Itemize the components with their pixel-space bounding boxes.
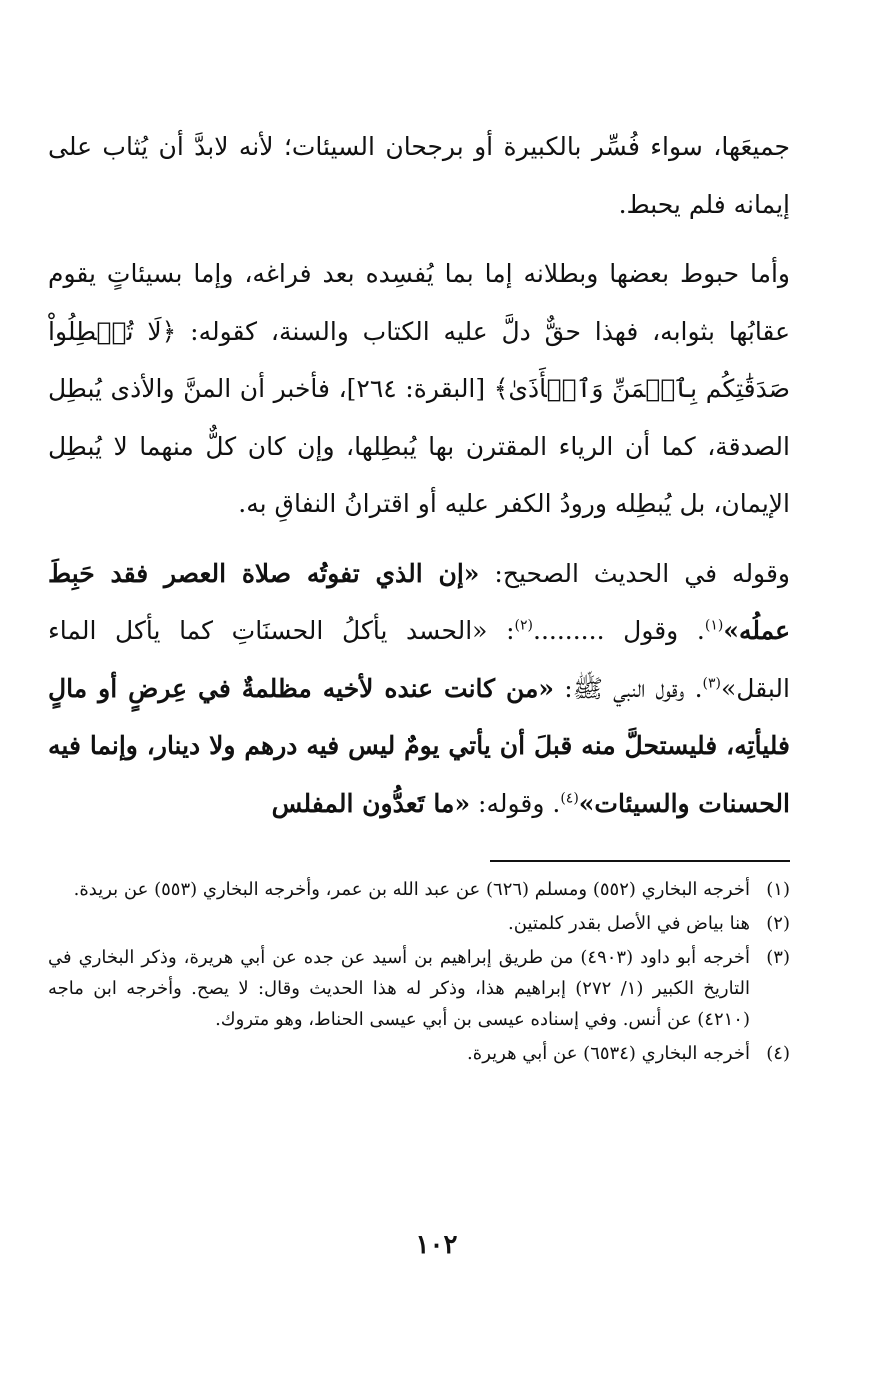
paragraph-1-text: جميعَها، سواء فُسِّر بالكبيرة أو برجحان السيئات؛ لأنه لابدَّ أن يُثاب على إيمانه فلم يحبط.	[48, 132, 790, 219]
page-content	[48, 118, 790, 1072]
footnote-4	[48, 1038, 790, 1069]
footnote-ref-2[interactable]: (٢)	[514, 617, 533, 634]
footnote-1-number: (١)	[766, 879, 790, 900]
paragraph-3-text-g: . وقوله:	[470, 788, 561, 818]
footnote-2-text: هنا بياض في الأصل بقدر كلمتين.	[508, 913, 750, 934]
paragraph-2	[48, 245, 790, 533]
footnote-1	[48, 874, 790, 905]
hadith-mazlama-quote: «من كانت عنده لأخيه مظلمةٌ في عِرضٍ أو مالٍ فليأتِه، فليستحلَّ منه قبلَ أن يأتي يومٌ ليس فيه درهم ولا دينار، وإنما فيه الحسنات والسيئات»	[48, 673, 790, 818]
hadith-asr-quote: «إن الذي تفوتُه صلاة العصر فقد حَبِطَ عملُه»	[48, 558, 790, 645]
footnote-2-number: (٢)	[766, 913, 790, 934]
paragraph-3-intro: وقوله في الحديث الصحيح:	[479, 558, 790, 588]
footnote-divider	[490, 860, 790, 862]
hadith-muflis-quote: «ما تَعدُّون المفلس	[271, 788, 471, 818]
page-number: ١٠٢	[415, 1230, 458, 1260]
footnote-4-text: أخرجه البخاري (٦٥٣٤) عن أبي هريرة.	[467, 1043, 750, 1064]
footnote-3	[48, 942, 790, 1035]
paragraph-2-text: وأما حبوط بعضها وبطلانه إما بما يُفسِده بعد فراغه، وإما بسيئاتٍ يقوم عقابُها بثوابه، فهذا حقٌّ دلَّ عليه الكتاب والسنة، كقوله: ﴿لَا تُبۡطِلُواْ صَدَقَٰتِكُم بِٱلۡمَنِّ وَٱلۡأَذَىٰ﴾ [البقرة: ٢٦٤]، فأخبر أن المنَّ والأذى يُبطِل الصدقة، كما أن الرياء المقترن بها يُبطِلها، وإن كان كلٌّ منهما لا يُبطِل الإيمان، بل يُبطِله ورودُ الكفر عليه أو اقترانُ النفاقِ به.	[48, 259, 790, 518]
footnote-3-text: أخرجه أبو داود (٤٩٠٣) من طريق إبراهيم بن أسيد عن جده عن أبي هريرة، وذكر البخاري في التاريخ الكبير (١/ ٢٧٢) إبراهيم هذا، وذكر له هذا الحديث وقال: لا يصح. وأخرجه ابن ماجه (٤٢١٠) عن أنس. وفي إسناده عيسى بن أبي عيسى الحناط، وهو متروك.	[48, 947, 750, 1030]
footnote-3-number: (٣)	[766, 947, 790, 968]
paragraph-3-text-c: . وقول .........	[533, 616, 705, 645]
footnote-4-number: (٤)	[766, 1043, 790, 1064]
footnotes	[48, 874, 790, 1069]
paragraph-3-text-e: . وقول النبي ﷺ:	[554, 673, 703, 703]
footnote-ref-3[interactable]: (٣)	[702, 675, 721, 692]
footnote-2	[48, 908, 790, 939]
paragraph-3	[48, 545, 790, 833]
footnote-ref-4[interactable]: (٤)	[560, 790, 579, 807]
footnote-ref-1[interactable]: (١)	[704, 617, 724, 634]
paragraph-1	[48, 118, 790, 233]
paragraph-3-text-d: : «الحسد يأكلُ الحسنَاتِ كما يأكل الماء البقل»	[48, 616, 790, 703]
footnote-1-text: أخرجه البخاري (٥٥٢) ومسلم (٦٢٦) عن عبد الله بن عمر، وأخرجه البخاري (٥٥٣) عن بريدة.	[73, 879, 750, 900]
